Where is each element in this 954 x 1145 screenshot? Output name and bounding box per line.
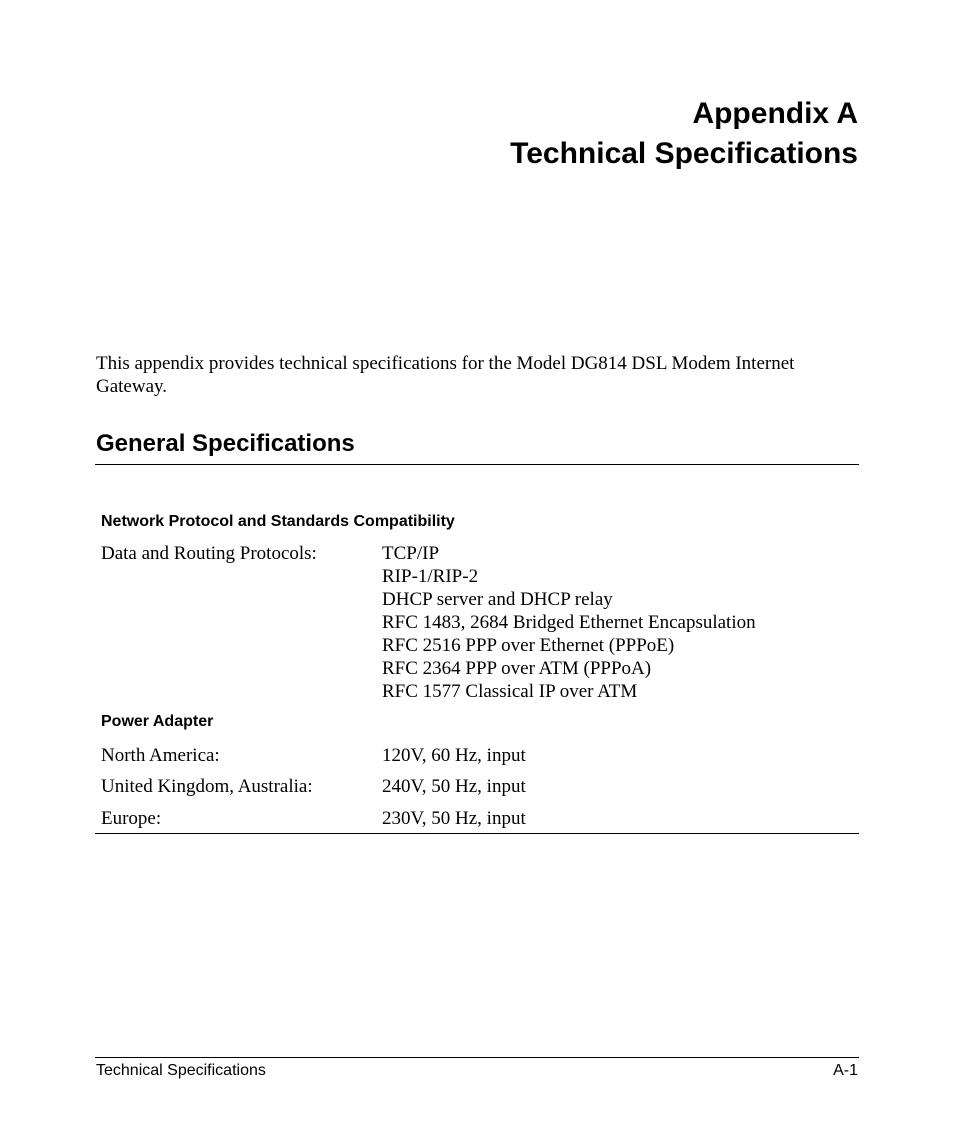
spec-label-protocols: Data and Routing Protocols: xyxy=(101,543,317,564)
intro-paragraph: This appendix provides technical specifications for the Model DG814 DSL Modem Internet Gateway. xyxy=(96,353,795,397)
footer-section-title: Technical Specifications xyxy=(96,1062,266,1079)
spec-label-north-america: North America: xyxy=(101,745,220,766)
spec-label-uk-australia: United Kingdom, Australia: xyxy=(101,776,313,797)
spec-label-europe: Europe: xyxy=(101,808,162,829)
spec-group-title-network: Network Protocol and Standards Compatibility xyxy=(101,513,455,530)
section-rule xyxy=(95,464,859,465)
spec-value: RIP-1/RIP-2 xyxy=(382,566,479,587)
page-number: A-1 xyxy=(833,1062,858,1079)
chapter-name: Technical Specifications xyxy=(510,137,858,170)
spec-value: RFC 1577 Classical IP over ATM xyxy=(382,681,638,702)
spec-value: TCP/IP xyxy=(382,543,440,564)
spec-value: DHCP server and DHCP relay xyxy=(382,589,613,610)
section-heading: General Specifications xyxy=(96,430,355,457)
spec-group-title-power: Power Adapter xyxy=(101,713,214,730)
spec-value-europe: 230V, 50 Hz, input xyxy=(382,808,526,829)
spec-value-north-america: 120V, 60 Hz, input xyxy=(382,745,526,766)
spec-value: RFC 2364 PPP over ATM (PPPoA) xyxy=(382,658,652,679)
spec-value-uk-australia: 240V, 50 Hz, input xyxy=(382,776,526,797)
chapter-number: Appendix A xyxy=(692,97,858,130)
chapter-title xyxy=(510,94,858,174)
table-bottom-rule xyxy=(95,833,859,834)
spec-value: RFC 2516 PPP over Ethernet (PPPoE) xyxy=(382,635,675,656)
spec-value: RFC 1483, 2684 Bridged Ethernet Encapsulation xyxy=(382,612,756,633)
footer-rule xyxy=(95,1057,859,1058)
